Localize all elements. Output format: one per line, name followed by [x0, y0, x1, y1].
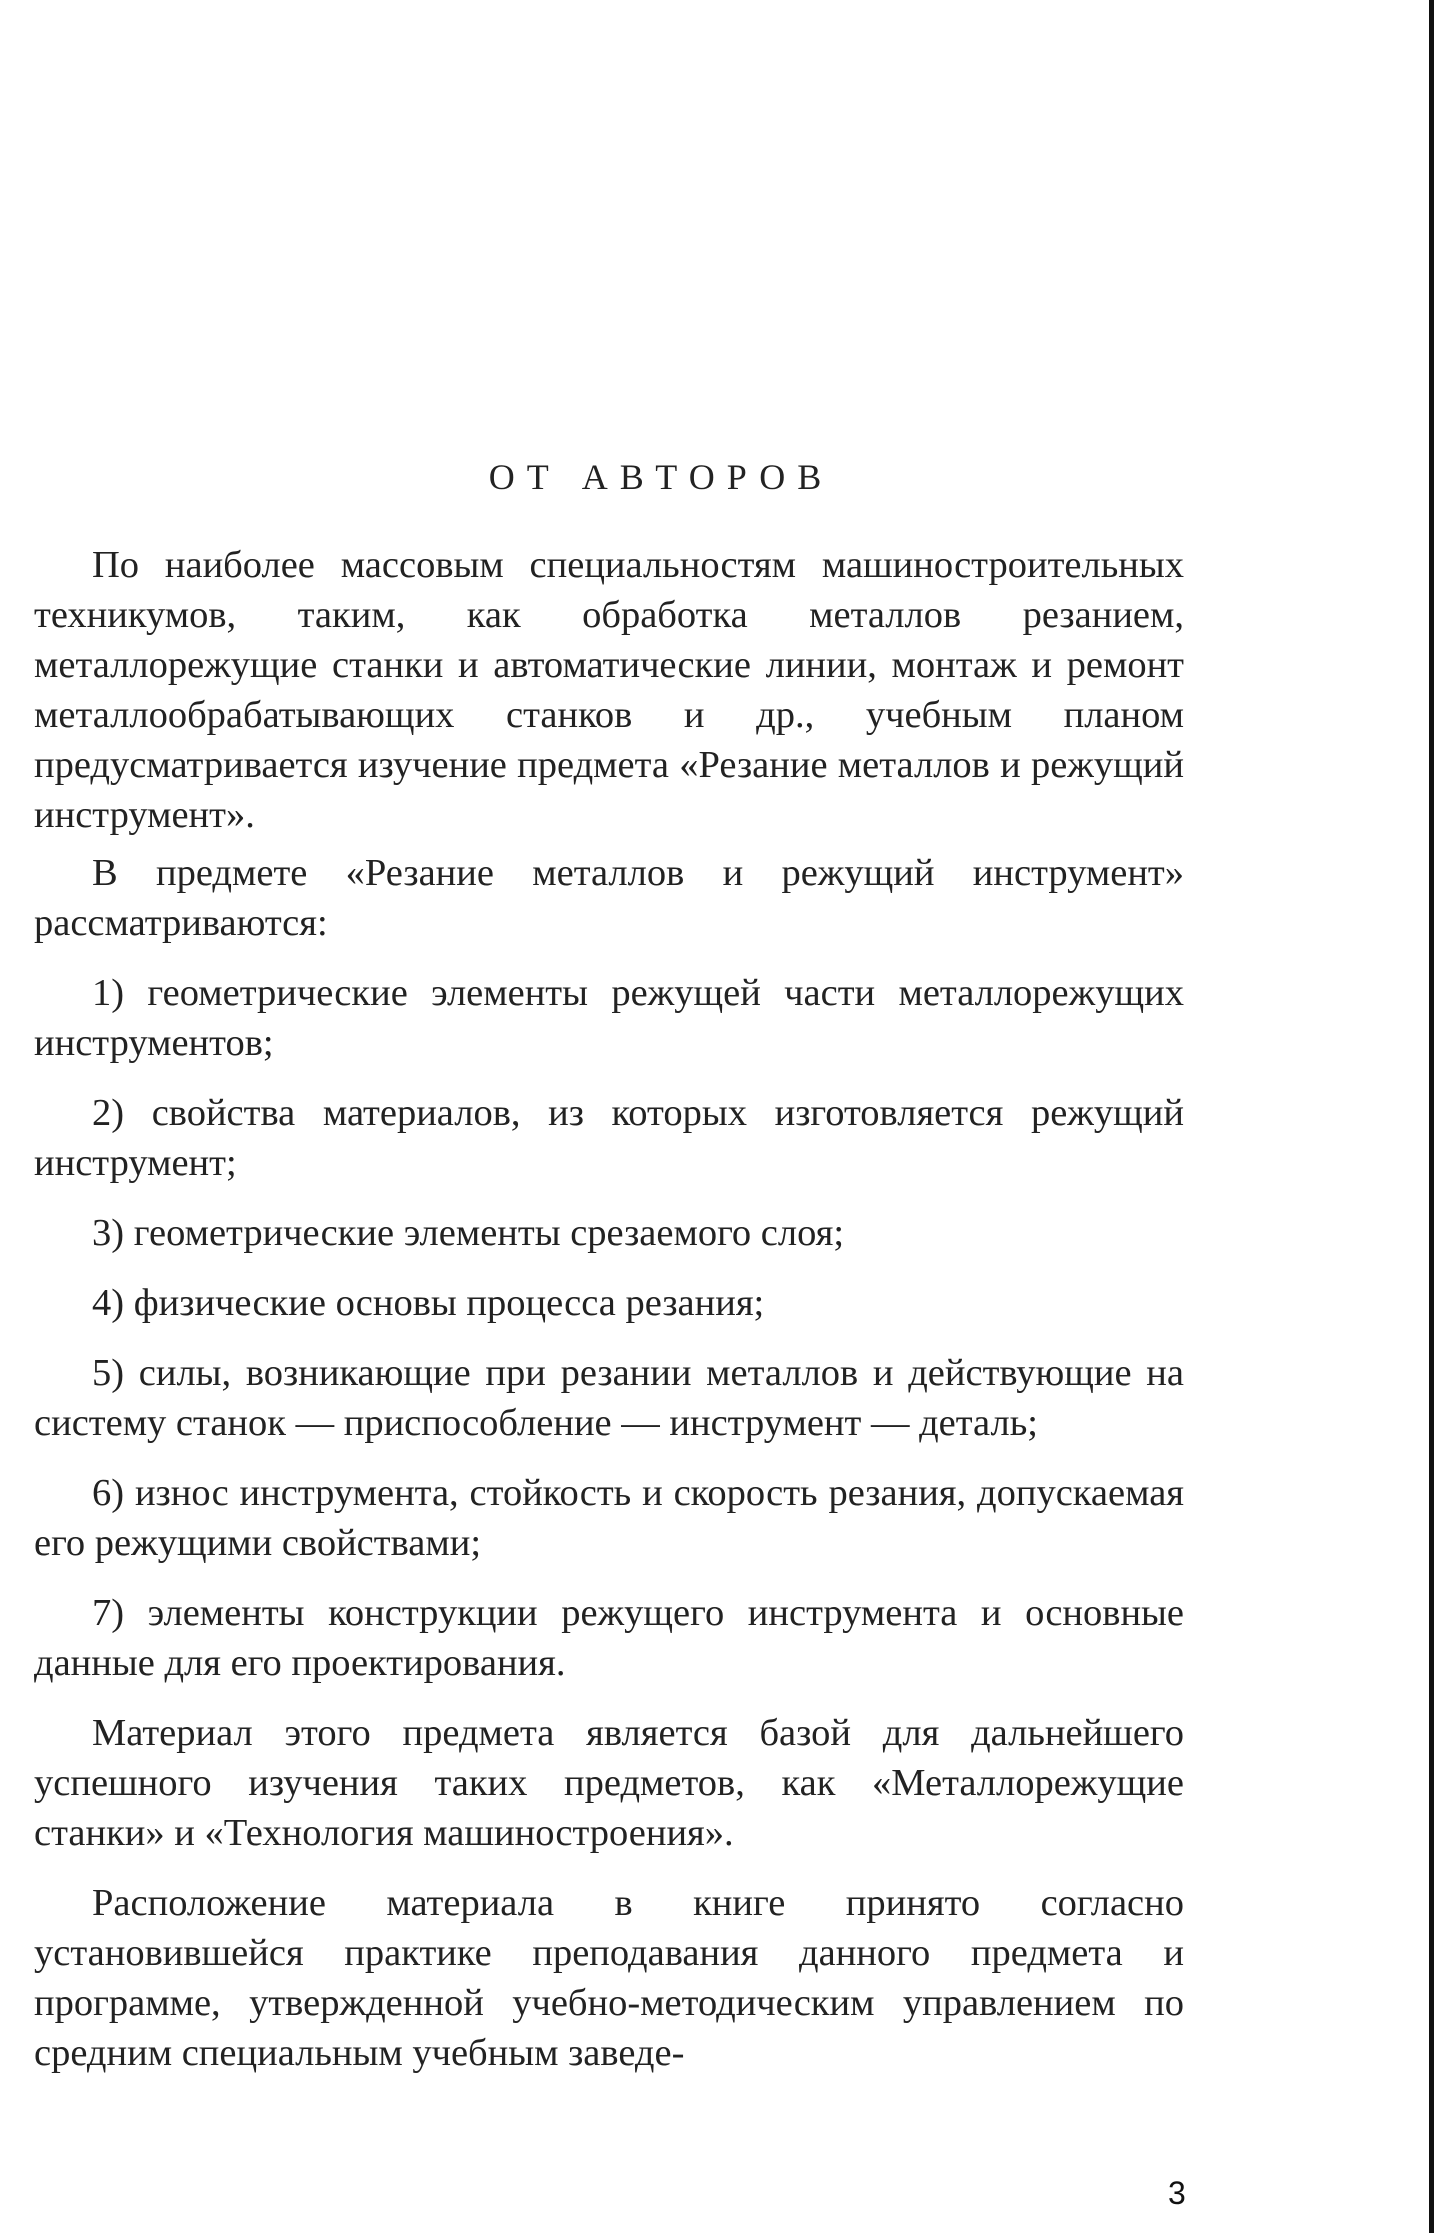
list-item-4: 4) физические основы процесса резания; [92, 1282, 765, 1324]
list-item-1: 1) геометрические элементы режущей части металлорежущих инструментов; [34, 972, 1184, 1064]
list-item-2: 2) свойства материалов, из которых изготовляется режущий инструмент; [34, 1092, 1184, 1184]
paragraph-intro: По наиболее массовым специальностям машиностроительных техникумов, таким, как обработка металлов резанием, металлорежущие станки и автоматические линии, монтаж и ремонт металлообрабатывающих станков и др., учебным планом предусматривается изучение предмета «Резание металлов и режущий инструмент». [34, 544, 1184, 836]
paragraph-basis: Материал этого предмета является базой для дальнейшего успешного изучения таких предметов, как «Металлорежущие станки» и «Технология машиностроения». [34, 1712, 1184, 1854]
page-edge-line [1429, 0, 1434, 2233]
list-item-6: 6) износ инструмента, стойкость и скорость резания, допускаемая его режущими свойствами; [34, 1472, 1184, 1564]
list-item-3: 3) геометрические элементы срезаемого слоя; [92, 1212, 845, 1254]
paragraph-subject: В предмете «Резание металлов и режущий инструмент» рассматриваются: [34, 852, 1184, 944]
paragraph-arrangement: Расположение материала в книге принято согласно установившейся практике преподавания данного предмета и программе, утвержденной учебно-методическим управлением по средним специальным учебным заведе- [34, 1882, 1184, 2074]
body-text [34, 540, 1184, 2086]
page-heading: ОТ АВТОРОВ [488, 457, 834, 497]
list-item-7: 7) элементы конструкции режущего инструмента и основные данные для его проектирования. [34, 1592, 1184, 1684]
list-item-5: 5) силы, возникающие при резании металлов и действующие на систему станок — приспособление — инструмент — деталь; [34, 1352, 1184, 1444]
page-number: 3 [1168, 2175, 1186, 2211]
